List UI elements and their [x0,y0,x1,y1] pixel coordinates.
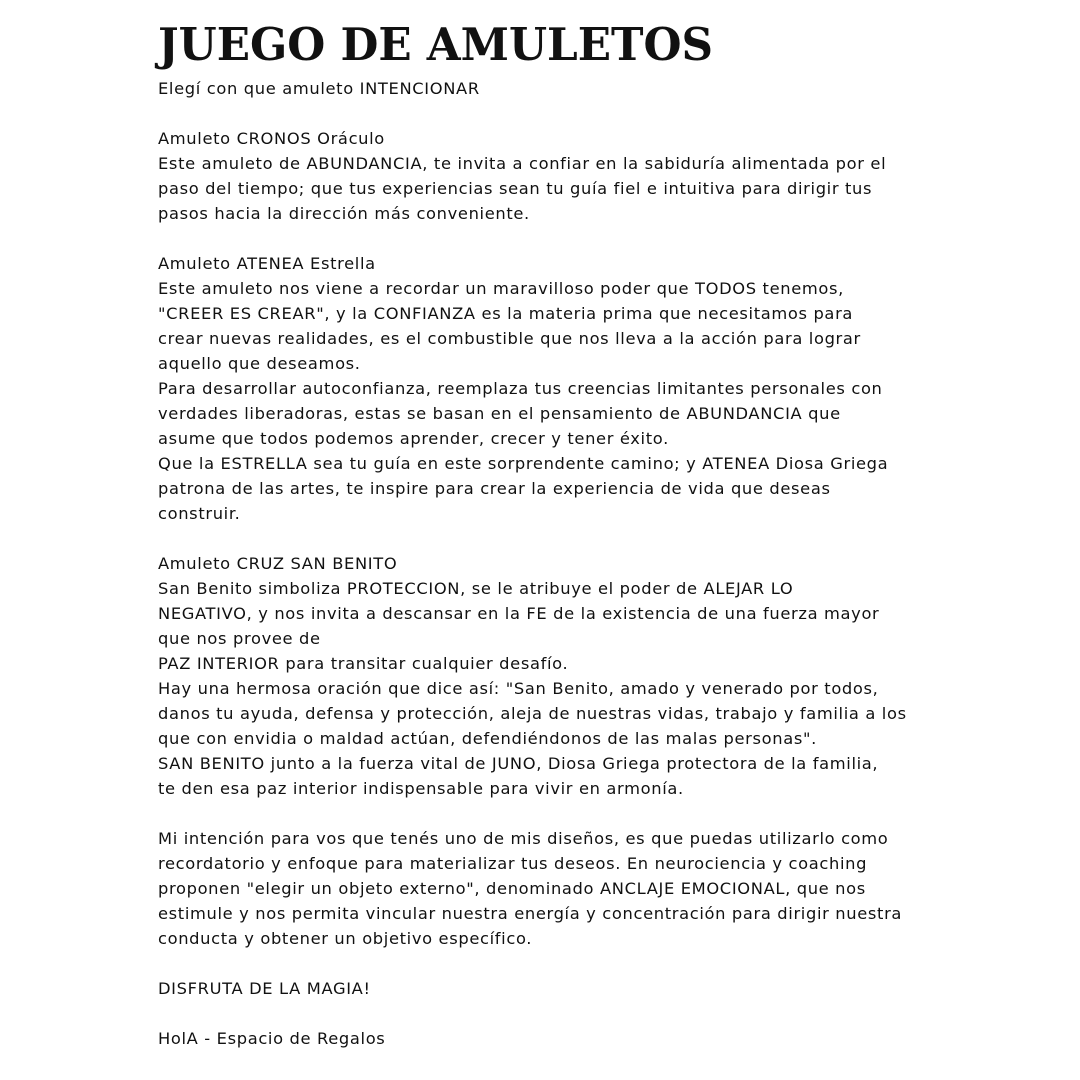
section-atenea [158,251,948,526]
paragraph-line: recordatorio y enfoque para materializar tus deseos. En neurociencia y coaching [158,854,868,873]
intention-paragraph [158,826,948,951]
paragraph-line: asume que todos podemos aprender, crecer y tener éxito. [158,429,669,448]
spacer [158,1001,948,1026]
spacer [158,226,948,251]
paragraph-line: NEGATIVO, y nos invita a descansar en la FE de la existencia de una fuerza mayor [158,604,880,623]
signature: HolA - Espacio de Regalos [158,1029,386,1048]
paragraph-line: San Benito simboliza PROTECCION, se le atribuye el poder de ALEJAR LO [158,579,794,598]
paragraph-line: paso del tiempo; que tus experiencias sean tu guía fiel e intuitiva para dirigir tus [158,179,873,198]
paragraph-line: patrona de las artes, te inspire para crear la experiencia de vida que deseas [158,479,831,498]
paragraph-line: SAN BENITO junto a la fuerza vital de JUNO, Diosa Griega protectora de la familia, [158,754,879,773]
paragraph-line: crear nuevas realidades, es el combustible que nos lleva a la acción para lograr [158,329,861,348]
section-heading: Amuleto CRONOS Oráculo [158,129,385,148]
document-title: JUEGO DE AMULETOS [158,18,714,71]
paragraph-line: PAZ INTERIOR para transitar cualquier desafío. [158,654,569,673]
closing-line: DISFRUTA DE LA MAGIA! [158,979,371,998]
paragraph-line: que nos provee de [158,629,321,648]
paragraph-line: Para desarrollar autoconfianza, reemplaza tus creencias limitantes personales con [158,379,883,398]
document-body [158,76,948,1051]
section-heading: Amuleto CRUZ SAN BENITO [158,554,398,573]
paragraph-line: danos tu ayuda, defensa y protección, aleja de nuestras vidas, trabajo y familia a los [158,704,907,723]
spacer [158,801,948,826]
section-heading: Amuleto ATENEA Estrella [158,254,376,273]
document-page [158,14,948,1051]
section-san-benito [158,551,948,801]
paragraph-line: proponen "elegir un objeto externo", denominado ANCLAJE EMOCIONAL, que nos [158,879,866,898]
paragraph-line: estimule y nos permita vincular nuestra energía y concentración para dirigir nuestra [158,904,903,923]
paragraph-line: verdades liberadoras, estas se basan en el pensamiento de ABUNDANCIA que [158,404,841,423]
paragraph-line: que con envidia o maldad actúan, defendiéndonos de las malas personas". [158,729,817,748]
spacer [158,101,948,126]
section-cronos [158,126,948,226]
paragraph-line: Este amuleto de ABUNDANCIA, te invita a confiar en la sabiduría alimentada por el [158,154,887,173]
paragraph-line: Hay una hermosa oración que dice así: "San Benito, amado y venerado por todos, [158,679,879,698]
paragraph-line: construir. [158,504,241,523]
paragraph-line: Mi intención para vos que tenés uno de mis diseños, es que puedas utilizarlo como [158,829,889,848]
paragraph-line: conducta y obtener un objetivo específico. [158,929,533,948]
paragraph-line: Este amuleto nos viene a recordar un maravilloso poder que TODOS tenemos, [158,279,844,298]
spacer [158,951,948,976]
paragraph-line: "CREER ES CREAR", y la CONFIANZA es la materia prima que necesitamos para [158,304,854,323]
spacer [158,526,948,551]
paragraph-line: pasos hacia la dirección más conveniente. [158,204,530,223]
subtitle: Elegí con que amuleto INTENCIONAR [158,79,480,98]
paragraph-line: te den esa paz interior indispensable para vivir en armonía. [158,779,684,798]
paragraph-line: Que la ESTRELLA sea tu guía en este sorprendente camino; y ATENEA Diosa Griega [158,454,889,473]
paragraph-line: aquello que deseamos. [158,354,361,373]
